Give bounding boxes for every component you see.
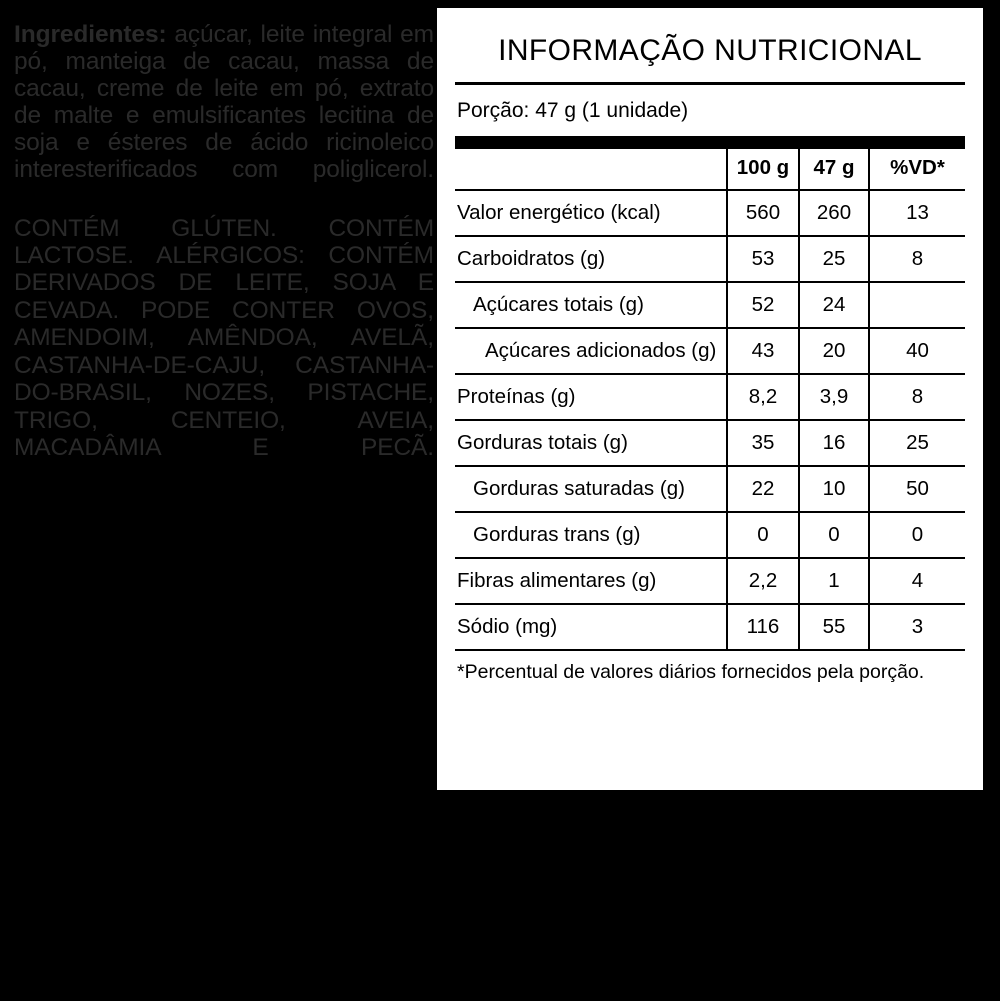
table-row [455,466,965,512]
nutrient-name: Gorduras saturadas (g) [455,466,727,512]
value-100g: 116 [727,604,799,649]
value-vd: 13 [869,190,965,236]
column-header-47g: 47 g [799,149,869,190]
value-100g: 560 [727,190,799,236]
nutrition-title: INFORMAÇÃO NUTRICIONAL [498,34,922,67]
allergen-statement: CONTÉM GLÚTEN. CONTÉM LACTOSE. ALÉRGICOS: CONTÉM DERIVADOS DE LEITE, SOJA E CEVADA. PODE CONTER OVOS, AMENDOIM, AMÊNDOA, AVELÃ, CASTANHA-DE-CAJU, CASTANHA-DO-BRASIL, NOZES, PISTACHE, TRIGO, CENTEIO, AVEIA, MACADÂMIA E PECÃ. [14,214,434,462]
nutrition-table [455,149,965,649]
table-row [455,282,965,328]
value-47g: 24 [799,282,869,328]
table-row [455,190,965,236]
nutrient-name: Sódio (mg) [457,615,558,638]
column-header-vd: %VD* [869,149,965,190]
footnote-text: *Percentual de valores diários fornecidos pela porção. [457,661,925,683]
nutrient-name: Valor energético (kcal) [455,190,727,236]
nutrient-name: Açúcares totais (g) [455,282,727,328]
value-47g: 55 [799,604,869,649]
nutrient-name: Gorduras trans (g) [455,512,727,558]
portion-row: Porção: 47 g (1 unidade) [457,99,689,122]
nutrient-name: Carboidratos (g) [455,236,727,282]
value-vd: 8 [869,236,965,282]
table-row [455,236,965,282]
table-row [455,558,965,604]
value-47g: 3,9 [799,374,869,420]
value-100g: 35 [727,420,799,466]
table-row [455,604,965,649]
value-100g: 0 [727,512,799,558]
nutrient-name: Proteínas (g) [455,374,727,420]
nutrient-name: Gorduras totais (g) [455,420,727,466]
column-header-100g: 100 g [727,149,799,190]
ingredients-block [14,22,434,489]
ingredients-paragraph [14,21,434,210]
value-vd: 25 [869,420,965,466]
table-row [455,512,965,558]
value-47g: 1 [799,558,869,604]
value-vd: 8 [869,374,965,420]
value-100g: 8,2 [727,374,799,420]
nutrient-name: Açúcares adicionados (g) [455,328,727,374]
value-100g: 22 [727,466,799,512]
value-47g: 25 [799,236,869,282]
value-47g: 16 [799,420,869,466]
table-row [455,420,965,466]
nutrient-name: Fibras alimentares (g) [455,558,727,604]
value-100g: 43 [727,328,799,374]
value-47g: 20 [799,328,869,374]
header-thick-divider [455,136,965,149]
value-47g: 0 [799,512,869,558]
nutrition-facts-panel [437,8,983,790]
value-vd: 50 [869,466,965,512]
ingredients-label: Ingredientes: [14,21,167,48]
value-100g: 52 [727,282,799,328]
table-row [455,374,965,420]
value-vd [869,282,965,328]
column-header-blank [455,149,727,190]
value-vd: 3 [869,604,965,649]
value-vd: 4 [869,558,965,604]
value-vd: 0 [869,512,965,558]
table-header-row [455,149,965,190]
value-47g: 260 [799,190,869,236]
value-100g: 2,2 [727,558,799,604]
ingredients-list: açúcar, leite integral em pó, manteiga de cacau, massa de cacau, creme de leite em pó, extrato de malte e emulsificantes lecitina de soja e ésteres de ácido ricinoleico interesterificados com poliglicerol. [14,21,434,183]
value-vd: 40 [869,328,965,374]
table-row [455,328,965,374]
value-47g: 10 [799,466,869,512]
value-100g: 53 [727,236,799,282]
